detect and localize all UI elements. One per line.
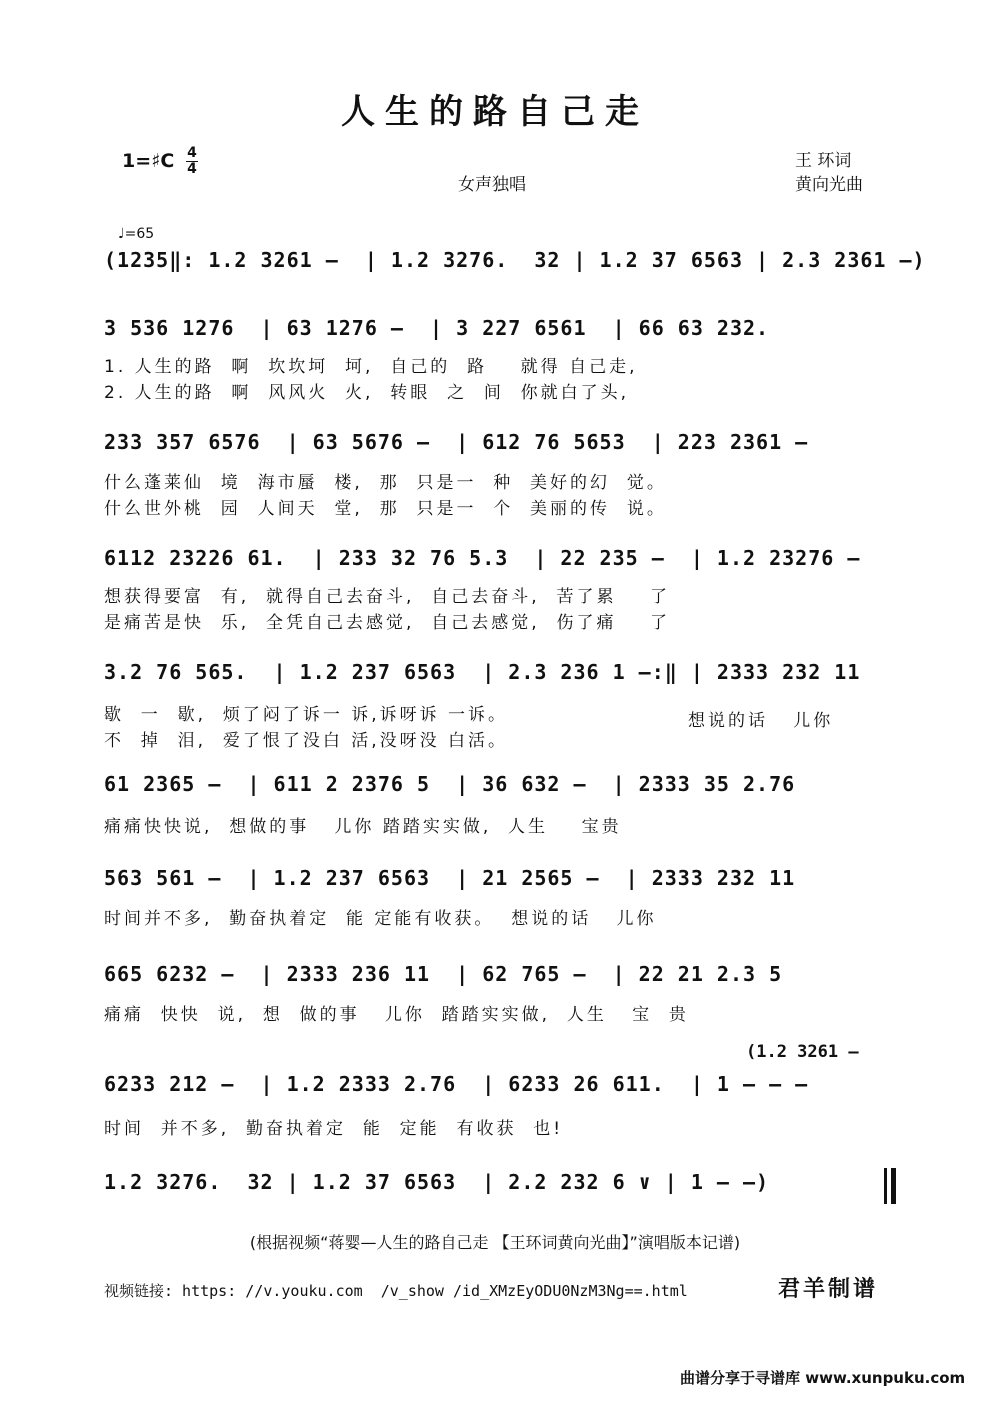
source-note: (根据视频“蒋婴—人生的路自己走 【王环词黄向光曲】”演唱版本记谱) bbox=[249, 1233, 741, 1252]
final-barline-thick bbox=[891, 1168, 896, 1204]
lyric-line: 痛痛快快说, 想做的事 儿你 踏踏实实做, 人生 宝贵 bbox=[104, 817, 622, 837]
performance-type: 女声独唱 bbox=[458, 175, 526, 195]
key-signature: 1=♯C bbox=[122, 150, 175, 172]
lyric-line: 2. 人生的路 啊 风风火 火, 转眼 之 间 你就白了头, bbox=[104, 383, 630, 403]
time-signature bbox=[186, 146, 198, 177]
lyric-line: 时间 并不多, 勤奋执着定 能 定能 有收获 也! bbox=[104, 1119, 564, 1139]
notation-line: 1.2 3276. 32 | 1.2 37 6563 | 2.2 232 6 ∨ | 1 – –) bbox=[104, 1170, 770, 1194]
video-link[interactable]: 视频链接: https: //v.youku.com /v_show /id_XMzEyODU0NzM3Ng==.html bbox=[104, 1282, 688, 1300]
lyric-line: 不 掉 泪, 爱了恨了没白 活,没呀没 白活。 bbox=[104, 731, 509, 751]
notation-line: 3.2 76 565. | 1.2 237 6563 | 2.3 236 1 –:‖ | 2333 232 11 bbox=[104, 660, 861, 684]
notation-system-1 bbox=[104, 248, 926, 278]
notation-system-9 bbox=[104, 1072, 896, 1102]
transcriber-signature: 君羊制谱 bbox=[778, 1276, 879, 1302]
notation-system-10 bbox=[104, 1170, 896, 1200]
notation-line: 665 6232 – | 2333 236 11 | 62 765 – | 22 21 2.3 5 bbox=[104, 962, 783, 986]
lyric-line: 想获得要富 有, 就得自己去奋斗, 自己去奋斗, 苦了累 了 bbox=[104, 587, 671, 607]
lyric-line: 什么蓬莱仙 境 海市蜃 楼, 那 只是一 种 美好的幻 觉。 bbox=[104, 473, 667, 493]
lyric-line: 什么世外桃 园 人间天 堂, 那 只是一 个 美丽的传 说。 bbox=[104, 499, 667, 519]
tempo-marking: ♩=65 bbox=[118, 226, 155, 242]
notation-line: (1235‖: 1.2 3261 – | 1.2 3276. 32 | 1.2 37 6563 | 2.3 2361 –) bbox=[104, 248, 926, 272]
composer-credit: 黄向光曲 bbox=[795, 175, 863, 195]
lyric-line: 是痛苦是快 乐, 全凭自己去感觉, 自己去感觉, 伤了痛 了 bbox=[104, 613, 671, 633]
notation-line: 563 561 – | 1.2 237 6563 | 21 2565 – | 2333 232 11 bbox=[104, 866, 796, 890]
lyric-line-refrain-start: 想说的话 儿你 bbox=[688, 711, 834, 731]
notation-line: 3 536 1276 | 63 1276 – | 3 227 6561 | 66 63 232. bbox=[104, 316, 770, 340]
notation-system-8 bbox=[104, 962, 896, 992]
final-barline-thin bbox=[884, 1168, 887, 1204]
notation-system-4 bbox=[104, 546, 896, 576]
notation-system-6 bbox=[104, 772, 896, 802]
meter-top: 4 bbox=[187, 145, 197, 161]
song-title: 人生的路自己走 bbox=[341, 92, 649, 132]
lyric-line: 时间并不多, 勤奋执着定 能 定能有收获。 想说的话 儿你 bbox=[104, 909, 657, 929]
notation-system-2 bbox=[104, 316, 896, 346]
lyric-line: 歇 一 歇, 烦了闷了诉一 诉,诉呀诉 一诉。 bbox=[104, 705, 509, 725]
lyric-line: 痛痛 快快 说, 想 做的事 儿你 踏踏实实做, 人生 宝 贵 bbox=[104, 1005, 689, 1025]
notation-line: 233 357 6576 | 63 5676 – | 612 76 5653 | 223 2361 – bbox=[104, 430, 809, 454]
notation-line: 6112 23226 61. | 233 32 76 5.3 | 22 235 – | 1.2 23276 – bbox=[104, 546, 861, 570]
notation-system-5 bbox=[104, 660, 896, 690]
lyric-line: 1. 人生的路 啊 坎坎坷 坷, 自己的 路 就得 自己走, bbox=[104, 357, 638, 377]
site-footer[interactable]: 曲谱分享于寻谱库 www.xunpuku.com bbox=[680, 1369, 966, 1387]
notation-system-3 bbox=[104, 430, 896, 460]
notation-line: 61 2365 – | 611 2 2376 5 | 36 632 – | 2333 35 2.76 bbox=[104, 772, 796, 796]
meter-bottom: 4 bbox=[187, 161, 197, 177]
lyricist-credit: 王 环词 bbox=[795, 151, 852, 171]
notation-line: 6233 212 – | 1.2 2333 2.76 | 6233 26 611. | 1 – – – bbox=[104, 1072, 809, 1096]
notation-system-7 bbox=[104, 866, 896, 896]
ossia-passage: (1.2 3261 – bbox=[746, 1042, 859, 1062]
